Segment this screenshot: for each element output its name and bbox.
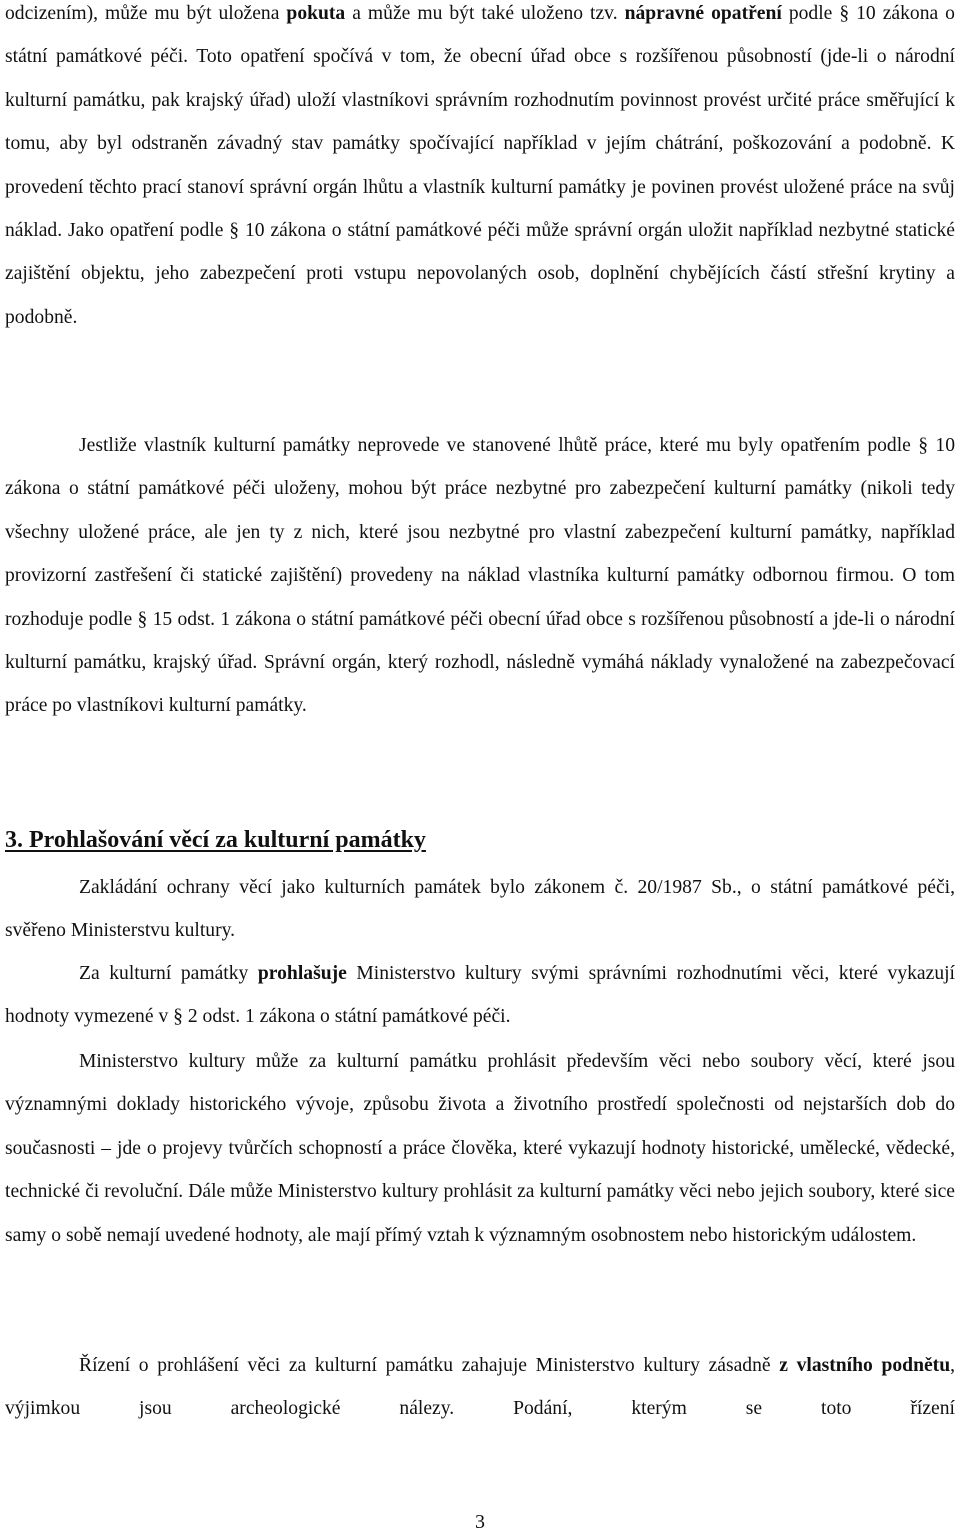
bold-term-declares: prohlašuje [257, 963, 347, 984]
paragraph-ministry-entrusted [5, 866, 955, 953]
paragraph-text: Jestliže vlastník kulturní památky neprovede ve stanovené lhůtě práce, které mu byly opatřením podle § 10 zákona o státní památkové péči uloženy, mohou být práce nezbytné pro zabezpečení kulturní památky (nikoli tedy všechny uložené práce, ale jen ty z nich, které jsou nezbytné pro vlastní zabezpečení kulturní památky, například provizorní zastřešení či statické zajištění) provedeny na náklad vlastníka kulturní památky odbornou firmou. O tom rozhoduje podle § 15 odst. 1 zákona o státní památkové péči obecní úřad obce s rozšířenou působností a jde-li o národní kulturní památku, krajský úřad. Správní orgán, který rozhodl, následně vymáhá náklady vynaložené na zabezpečovací práce po vlastníkovi kulturní památky. [5, 435, 955, 717]
section-heading: 3. Prohlašování věcí za kulturní památky [5, 827, 426, 853]
page-number: 3 [475, 1511, 485, 1533]
paragraph-text: odcizením), může mu být uložena pokuta a může mu být také uloženo tzv. nápravné opatření podle § 10 zákona o státní památkové péči. Toto opatření spočívá v tom, že obecní úřad obce s rozšířenou působností (jde-li o národní kulturní památku, pak krajský úřad) uloží vlastníkovi správním rozhodnutím povinnost provést určité práce směřující k tomu, aby byl odstraněn závadný stav památky spočívající například v jejím chátrání, poškozování a podobně. K provedení těchto prací stanoví správní orgán lhůtu a vlastník kulturní památky je povinen provést uložené práce na svůj náklad. Jako opatření podle § 10 zákona o státní památkové péči může správní orgán uložit například nezbytné statické zajištění objektu, jeho zabezpečení proti vstupu nepovolaných osob, doplnění chybějících částí střešní krytiny a podobně. [5, 3, 955, 328]
bold-term-measure: opatření [711, 3, 782, 24]
paragraph-text: Řízení o prohlášení věci za kulturní památku zahajuje Ministerstvo kultury zásadně z vlastního podnětu, výjimkou jsou archeologické nálezy. Podání, kterým se toto řízení [5, 1355, 955, 1420]
paragraph-remedial-measures [5, 0, 955, 339]
paragraph-proceedings [5, 1344, 955, 1431]
paragraph-text: Za kulturní památky prohlašuje Ministerstvo kultury svými správními rozhodnutími věci, které vykazují hodnoty vymezené v § 2 odst. 1 zákona o státní památkové péči. [5, 963, 956, 1028]
bold-term-remedial: nápravné [624, 3, 705, 24]
paragraph-ministry-may-declare [5, 1040, 955, 1257]
paragraph-text: Ministerstvo kultury může za kulturní památku prohlásit především věci nebo soubory věcí, které jsou významnými doklady historického vývoje, způsobu života a životního prostředí společnosti od nejstarších dob do současnosti – jde o projevy tvůrčích schopností a práce člověka, které vykazují hodnoty historické, umělecké, vědecké, technické či revoluční. Dále může Ministerstvo kultury prohlásit za kulturní památky věci nebo jejich soubory, které sice samy o sobě nemají uvedené hodnoty, ale mají přímý vztah k významným osobnostem nebo historickým událostem. [5, 1051, 955, 1246]
paragraph-owner-failure [5, 424, 955, 728]
bold-term-own-initiative: z vlastního podnětu [779, 1355, 951, 1376]
bold-term-fine: pokuta [286, 3, 346, 24]
paragraph-declaration [5, 952, 955, 1039]
paragraph-text: Zakládání ochrany věcí jako kulturních památek bylo zákonem č. 20/1987 Sb., o státní památkové péči, svěřeno Ministerstvu kultury. [5, 877, 955, 942]
